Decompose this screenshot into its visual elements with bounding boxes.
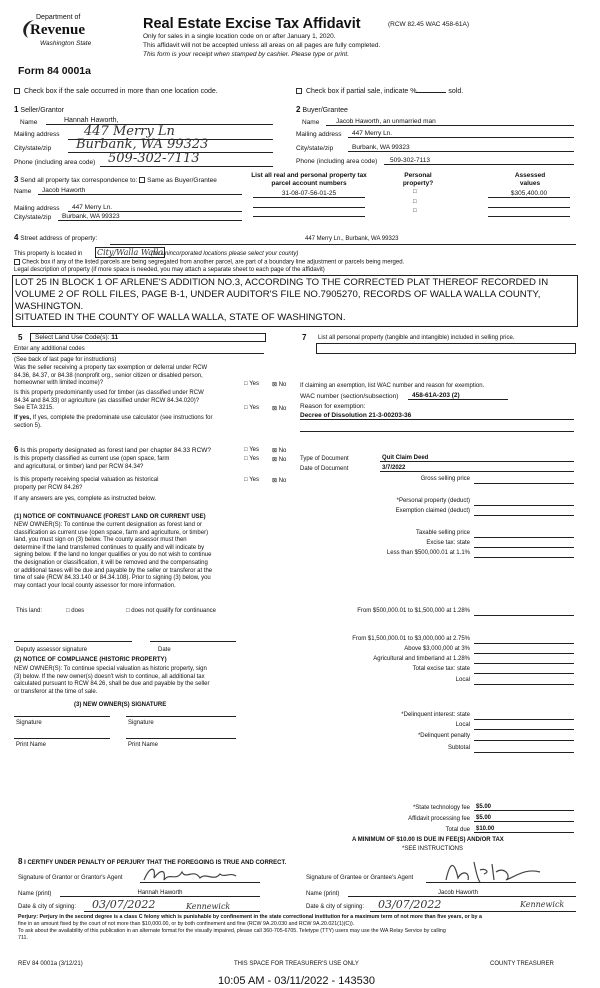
notice-compliance-title: (2) NOTICE OF COMPLIANCE (HISTORIC PROPERTY) bbox=[14, 657, 167, 663]
street-address[interactable]: 447 Merry Ln., Burbank, WA 99323 bbox=[305, 236, 399, 242]
tax-line-field[interactable] bbox=[474, 615, 574, 616]
tax-line-label: Gross selling price bbox=[420, 476, 470, 482]
grantee-date-label: Date & city of signing: bbox=[306, 904, 365, 910]
grantee-name-label: Name (print) bbox=[306, 891, 340, 897]
seller-name-field[interactable]: Hannah Haworth, bbox=[46, 117, 273, 125]
section3-heading: 3 Send all property tax correspondence to: Same as Buyer/Grantee bbox=[14, 175, 217, 184]
q-current-use-no[interactable]: ⊠ No bbox=[272, 457, 287, 463]
section3-city-label: City/state/zip bbox=[14, 214, 52, 221]
owner-print-2-label: Print Name bbox=[128, 742, 159, 748]
tax-line-field[interactable] bbox=[474, 684, 574, 685]
seller-phone-label: Phone (including area code) bbox=[14, 159, 96, 166]
doc-date-label: Date of Document bbox=[300, 466, 349, 472]
legal-description-box[interactable] bbox=[12, 275, 578, 327]
tax-line-field[interactable] bbox=[474, 752, 574, 753]
tax-line-label: *Delinquent interest: state bbox=[401, 712, 470, 718]
q-any-yes: If any answers are yes, complete as instructed below. bbox=[14, 496, 157, 502]
tax-line-label: *Delinquent penalty bbox=[417, 733, 470, 739]
buyer-address-field[interactable]: 447 Merry Ln. bbox=[348, 130, 574, 138]
grantee-date[interactable]: 03/07/2022 bbox=[378, 898, 442, 911]
seller-name-label: Name bbox=[20, 119, 38, 126]
section3-name-field[interactable]: Jacob Haworth bbox=[38, 187, 242, 195]
tax-line-field[interactable] bbox=[474, 653, 574, 654]
dor-logo bbox=[18, 14, 108, 54]
personal-property-label: List all personal property (tangible and intangible) included in selling price. bbox=[318, 335, 515, 341]
seller-address-field[interactable]: 447 Merry Ln bbox=[68, 124, 273, 140]
tech-fee-value[interactable]: $5.00 bbox=[474, 804, 574, 811]
section3-name-label: Name bbox=[14, 188, 32, 195]
alternate-format-notice: To ask about the availability of this publication in an alternate format for the visually impaired, please call 360-705-6705. Teletype (TTY) users may use the WA Relay Service by calling 711. bbox=[18, 928, 446, 941]
q-exemption-no[interactable]: ⊠ No bbox=[272, 382, 287, 388]
q-historic-no[interactable]: ⊠ No bbox=[272, 478, 287, 484]
does-check[interactable]: □ does bbox=[66, 608, 85, 614]
reason-label: Reason for exemption: bbox=[300, 403, 366, 410]
grantee-name[interactable]: Jacob Haworth bbox=[348, 890, 576, 897]
partial-sale-check[interactable]: Check box if partial sale, indicate % sold. bbox=[296, 88, 463, 95]
reason-exemption[interactable]: Decree of Dissolution 21-3-00203-36 bbox=[300, 412, 574, 420]
exemption-note: If claiming an exemption, list WAC number and reason for exemption. bbox=[300, 383, 485, 389]
grantee-signature[interactable] bbox=[440, 858, 550, 886]
grantee-city[interactable]: Kennewick bbox=[520, 900, 565, 909]
land-use-code-select[interactable]: Select Land Use Code(s): 11 bbox=[30, 333, 266, 342]
q-calculator: If yes, If yes, complete the predominate use calculator (see instructions for section 5). bbox=[14, 415, 213, 429]
legal-line: WASHINGTON. bbox=[15, 300, 84, 312]
street-label: 4 Street address of property: bbox=[14, 233, 98, 242]
seller-city-label: City/state/zip bbox=[14, 145, 52, 152]
tax-line-label: Exemption claimed (deduct) bbox=[395, 508, 470, 514]
grantor-date[interactable]: 03/07/2022 bbox=[92, 898, 156, 911]
grantor-signature-label: Signature of Grantor or Grantor's Agent bbox=[18, 875, 123, 881]
legal-line: VOLUME 2 OF ROLL FILES, PAGE B-1, UNDER AUDITOR'S FILE NO.7905270, RECORDS OF WALLA WALLA COUNTY, bbox=[15, 288, 541, 300]
section7-num: 7 bbox=[302, 333, 307, 342]
tax-line-label: Total excise tax: state bbox=[412, 666, 470, 672]
tax-line-label: Above $3,000,000 at 3% bbox=[404, 646, 470, 652]
tax-line-field[interactable] bbox=[474, 740, 574, 741]
located-in-select[interactable]: City/Walla Walla bbox=[97, 248, 164, 257]
q-timber-no[interactable]: ⊠ No bbox=[272, 406, 287, 412]
assessed-value[interactable]: $305,400.00 bbox=[488, 190, 570, 198]
tax-line-label: Less than $500,000.01 at 1.1% bbox=[386, 550, 470, 556]
buyer-phone-label: Phone (including area code) bbox=[296, 158, 378, 165]
deputy-signature-label: Deputy assessor signature bbox=[16, 647, 88, 653]
processing-fee-value[interactable]: $5.00 bbox=[474, 815, 574, 822]
total-due-label: Total due bbox=[445, 827, 470, 833]
q-current-use: Is this property classified as current use (open space, farm and agricultural, or timber) land per RCW 84.34? bbox=[14, 456, 170, 470]
tech-fee-label: *State technology fee bbox=[412, 805, 470, 811]
personal-property-field[interactable] bbox=[316, 343, 576, 354]
located-in-note: (for unincorporated locations please select your county) bbox=[151, 251, 299, 257]
located-in-label: This property is located in bbox=[14, 251, 83, 257]
parcel-number[interactable]: 31-08-07-56-01-25 bbox=[253, 190, 365, 198]
seller-phone-field[interactable]: 509-302-7113 bbox=[100, 151, 273, 167]
tax-line-field[interactable] bbox=[474, 547, 574, 548]
owner-signature-2-label: Signature bbox=[128, 720, 154, 726]
seller-city-field[interactable]: Burbank, WA 99323 bbox=[68, 137, 273, 153]
legal-line: LOT 25 IN BLOCK 1 OF ARLENE'S ADDITION NO.3, ACCORDING TO THE CORRECTED PLAT THEREOF RECORDED IN bbox=[15, 277, 549, 288]
see-back: (See back of last page for instructions) bbox=[14, 357, 117, 363]
grantor-city[interactable]: Kennewick bbox=[186, 902, 231, 911]
grantor-date-label: Date & city of signing: bbox=[18, 904, 77, 910]
buyer-phone-field[interactable]: 509-302-7113 bbox=[384, 157, 574, 165]
q-forest: 6 Is this property designated as forest land per chapter 84.33 RCW? bbox=[14, 445, 212, 454]
does-not-check[interactable]: □ does not qualify for continuance bbox=[126, 608, 217, 614]
tax-line-label: Subtotal bbox=[447, 745, 470, 751]
rev-number: REV 84 0001a (3/12/21) bbox=[18, 961, 83, 967]
assessed-col-header: Assessed values bbox=[514, 172, 546, 187]
doc-type[interactable]: Quit Claim Deed bbox=[380, 455, 574, 462]
tax-line-label: Local bbox=[455, 722, 470, 728]
personal-check-2[interactable]: □ bbox=[413, 199, 417, 205]
additional-codes-label: Enter any additional codes bbox=[14, 346, 85, 352]
q-forest-no[interactable]: ⊠ No bbox=[272, 448, 287, 454]
total-due-value[interactable]: $10.00 bbox=[474, 826, 574, 833]
tax-line-field[interactable] bbox=[474, 537, 574, 538]
grantor-signature[interactable] bbox=[140, 864, 240, 886]
minimum-due: A MINIMUM OF $10.00 IS DUE IN FEE(S) AND/OR TAX bbox=[352, 837, 504, 843]
doc-date[interactable]: 3/7/2022 bbox=[380, 465, 574, 472]
tax-line-label: Local bbox=[455, 677, 470, 683]
deputy-date-label: Date bbox=[158, 647, 171, 653]
tax-line-field[interactable] bbox=[474, 557, 574, 558]
county-treasurer-label: COUNTY TREASURER bbox=[490, 961, 554, 967]
buyer-heading: 2 Buyer/Grantee bbox=[296, 105, 348, 114]
tax-line-label: Excise tax: state bbox=[426, 540, 470, 546]
personal-check-1[interactable]: □ bbox=[413, 189, 417, 195]
personal-check-3[interactable]: □ bbox=[413, 208, 417, 214]
doc-type-label: Type of Document bbox=[300, 456, 349, 462]
recording-stamp: 10:05 AM - 03/11/2022 - 143530 bbox=[218, 975, 375, 987]
logo-line2: Revenue bbox=[30, 22, 85, 38]
section3-city-field[interactable]: Burbank, WA 99323 bbox=[58, 213, 242, 221]
tax-line-field[interactable] bbox=[474, 515, 574, 516]
legal-line: SITUATED IN THE COUNTY OF WALLA WALLA, STATE OF WASHINGTON. bbox=[15, 312, 346, 324]
new-owner-signature-title: (3) NEW OWNER(S) SIGNATURE bbox=[74, 702, 167, 708]
tax-line-label: *Personal property (deduct) bbox=[396, 498, 470, 504]
buyer-name-field[interactable]: Jacob Haworth, an unmarried man bbox=[326, 118, 574, 126]
notice-compliance-body: NEW OWNER(S): To continue special valuation as historic property, sign (3) below. If the new owner(s) doesn't wish to continue, all additional tax calculated pursuant to RCW 84.26, shall be due and payable by the seller or transferor at the time of sale. bbox=[14, 666, 210, 695]
logo-line1: Department of bbox=[36, 14, 81, 21]
boundary-check[interactable]: Check box if any of the listed parcels are being segregated from another parcel, are part of a boundary line adjustment or parcels being merged. bbox=[14, 259, 404, 266]
statute-ref: (RCW 82.45 WAC 458-61A) bbox=[388, 21, 470, 28]
owner-signature-1-label: Signature bbox=[16, 720, 42, 726]
grantor-name[interactable]: Hannah Haworth bbox=[60, 890, 260, 897]
notice-continuance-title: (1) NOTICE OF CONTINUANCE (FOREST LAND OR CURRENT USE) bbox=[14, 514, 206, 520]
this-land-label: This land: bbox=[16, 608, 43, 614]
tax-line-field[interactable] bbox=[474, 483, 574, 484]
section5-num: 5 bbox=[18, 333, 23, 342]
header-note-2: This affidavit will not be accepted unless all areas on all pages are fully completed. bbox=[143, 42, 381, 49]
q-timber: Is this property predominantly used for timber (as classified under RCW 84.34 and 84.33) or agriculture (as classified under RCW 84.34.020)? See ETA 3215. bbox=[14, 390, 204, 412]
tax-line-field[interactable] bbox=[474, 505, 574, 506]
section3-address-field[interactable]: 447 Merry Ln. bbox=[68, 204, 242, 212]
wac-label: WAC number (section/subsection) bbox=[300, 393, 399, 400]
notice-continuance-body: NEW OWNER(S): To continue the current designation as forest land or classification as current use (open space, farm and agriculture, or timber) land, you must sign on (3) below. The county assessor must then determine if the land transferred continues to qualify and will indicate by signing below. If the land no longer qualifies or you do not wish to continue the designation or classification, it will be removed and the compensating or additional taxes will be due and payable by the seller or transferor at the time of sale (RCW 84.33.140 or 84.34.108). Prior to signing (3) below, you may contact your local county assessor for more information. bbox=[14, 522, 213, 589]
legal-label: Legal description of property (if more space is needed, you may attach a separate sheet to each page of the affidavit) bbox=[14, 267, 325, 273]
buyer-city-field[interactable]: Burbank, WA 99323 bbox=[348, 144, 574, 152]
buyer-name-label: Name bbox=[302, 119, 320, 126]
processing-fee-label: Affidavit processing fee bbox=[408, 816, 470, 822]
grantor-name-label: Name (print) bbox=[18, 891, 52, 897]
grantee-signature-label: Signature of Grantee or Grantee's Agent bbox=[306, 875, 414, 881]
q-exemption-yes[interactable]: □ Yes bbox=[244, 381, 259, 387]
page-title: Real Estate Excise Tax Affidavit bbox=[143, 16, 361, 32]
tax-line-field[interactable] bbox=[474, 729, 574, 730]
q-exemption: Was the seller receiving a property tax exemption or deferral under RCW 84.36, 84.37, or 84.38 (nonprofit org., senior citizen or disabled person, homeowner with limited income)? bbox=[14, 365, 208, 387]
q-historic-yes[interactable]: □ Yes bbox=[244, 477, 259, 483]
seller-heading: 1 Seller/Grantor bbox=[14, 105, 64, 114]
tax-line-label: From $500,000.01 to $1,500,000 at 1.28% bbox=[357, 608, 470, 614]
legal-description bbox=[15, 277, 548, 324]
q-historic: Is this property receiving special valuation as historical property per RCW 84.26? bbox=[14, 477, 159, 491]
tax-line-label: Taxable selling price bbox=[415, 530, 470, 536]
personal-col-header: Personal property? bbox=[402, 172, 434, 187]
perjury-notice: Perjury: Perjury in the second degree is a class C felony which is punishable by confinement in the state correctional institution for a maximum term of not more than five years, or by a fine in an amount fixed by the court of not more than $10,000.00, or by both confinement and fine (RCW 9A.20.030 and RCW 9A.20.021(1)(C)). bbox=[18, 914, 482, 927]
logo-line3: Washington State bbox=[40, 40, 92, 47]
tax-line-field[interactable] bbox=[474, 663, 574, 664]
parcel-col-header: List all real and personal property tax parcel account numbers bbox=[251, 172, 367, 187]
header-note-3: This form is your receipt when stamped by cashier. Please type or print. bbox=[143, 51, 350, 58]
buyer-address-label: Mailing address bbox=[296, 131, 342, 138]
certify-statement: 8 I CERTIFY UNDER PENALTY OF PERJURY THAT THE FOREGOING IS TRUE AND CORRECT. bbox=[18, 857, 287, 866]
multi-location-check[interactable]: Check box if the sale occurred in more than one location code. bbox=[14, 88, 218, 95]
section3-address-label: Mailing address bbox=[14, 205, 60, 212]
see-instructions: *SEE INSTRUCTIONS bbox=[402, 846, 464, 852]
q-forest-yes[interactable]: □ Yes bbox=[244, 447, 259, 453]
treasurer-space-label: THIS SPACE FOR TREASURER'S USE ONLY bbox=[234, 961, 359, 967]
buyer-city-label: City/state/zip bbox=[296, 145, 334, 152]
owner-print-1-label: Print Name bbox=[16, 742, 47, 748]
q-current-use-yes[interactable]: □ Yes bbox=[244, 456, 259, 462]
seller-address-label: Mailing address bbox=[14, 131, 60, 138]
form-number: Form 84 0001a bbox=[18, 65, 91, 77]
tax-line-field[interactable] bbox=[474, 643, 574, 644]
tax-line-label: From $1,500,000.01 to $3,000,000 at 2.75% bbox=[352, 636, 470, 642]
tax-line-label: Agricultural and timberland at 1.28% bbox=[373, 656, 470, 662]
tax-line-field[interactable] bbox=[474, 673, 574, 674]
q-timber-yes[interactable]: □ Yes bbox=[244, 405, 259, 411]
tax-line-field[interactable] bbox=[474, 719, 574, 720]
header-note-1: Only for sales in a single location code on or after January 1, 2020. bbox=[143, 33, 336, 40]
wac-number[interactable]: 458-61A-203 (2) bbox=[408, 392, 508, 400]
